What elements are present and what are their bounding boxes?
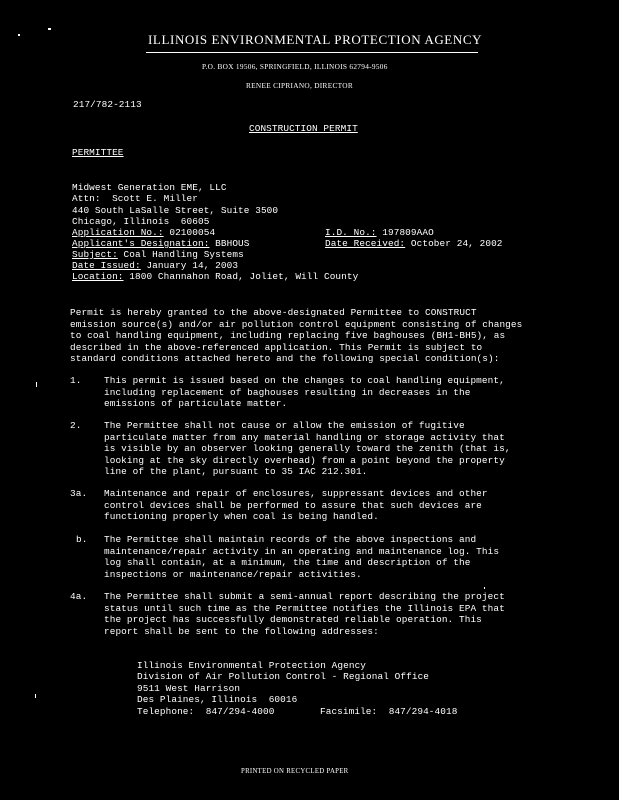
scan-speck [18, 34, 20, 36]
application-no-label: Application No.: [72, 227, 164, 238]
intro-line: Permit is hereby granted to the above-designated Permittee to CONSTRUCT [70, 307, 477, 318]
id-no-value: 197809AAO [382, 227, 434, 238]
permittee-line: Midwest Generation EME, LLC [72, 181, 227, 193]
condition-number: 1. [70, 375, 82, 386]
condition-text [104, 375, 554, 410]
designation-value: BBHOUS [215, 238, 250, 249]
condition-line: is visible by an observer looking generally toward the zenith (that is, [104, 443, 511, 454]
condition-line: line of the plant, pursuant to 35 IAC 212.301. [104, 466, 368, 477]
condition-line: maintenance/repair activity in an operating and maintenance log. This [104, 545, 500, 557]
condition-line: status until such time as the Permittee notifies the Illinois EPA that [104, 602, 505, 614]
subject-value: Coal Handling Systems [123, 249, 244, 260]
date-received-row [325, 238, 503, 250]
date-issued-label: Date Issued: [72, 260, 141, 271]
condition-line: log shall contain, at a minimum, the time and description of the [104, 557, 471, 568]
condition-line: functioning properly when coal is being handled. [104, 511, 379, 522]
office-line: Illinois Environmental Protection Agency [137, 659, 367, 671]
telephone-label: Telephone: [137, 706, 195, 717]
office-line: 9511 West Harrison [137, 682, 241, 694]
permittee-line: Chicago, Illinois 60605 [72, 216, 210, 227]
letterhead-rule [146, 52, 478, 53]
permittee-heading: PERMITTEE [72, 147, 124, 158]
phone-number: 217/782-2113 [73, 99, 142, 110]
condition-line: report shall be sent to the following addresses: [104, 625, 379, 637]
condition-line: inspections or maintenance/repair activities. [104, 568, 362, 580]
id-no-row [325, 227, 434, 239]
id-no-label: I.D. No.: [325, 227, 377, 238]
intro-paragraph [70, 307, 590, 365]
condition-line: The Permittee shall submit a semi-annual report describing the project [104, 591, 505, 602]
condition-line: This permit is issued based on the changes to coal handling equipment, [104, 375, 505, 386]
condition-line: The Permittee shall not cause or allow the emission of fugitive [104, 420, 465, 431]
condition-number: 4a. [70, 591, 88, 602]
office-line: Division of Air Pollution Control - Regional Office [137, 671, 430, 682]
application-no-row [72, 227, 215, 239]
telephone-value: 847/294-4000 [205, 706, 275, 717]
intro-line: described in the above-referenced application. This Permit is subject to [70, 341, 483, 353]
scan-speck [48, 28, 51, 30]
application-no-value: 02100054 [169, 227, 216, 238]
condition-number: 2. [70, 420, 82, 431]
permittee-line: Attn: Scott E. Miller [72, 193, 198, 204]
condition-line: looking at the sky directly overhead) from a point beyond the property [104, 454, 505, 466]
condition-text [104, 488, 554, 523]
scan-speck [484, 587, 485, 589]
location-value: 1800 Channahon Road, Joliet, Will County [129, 271, 359, 282]
facsimile-value: 847/294-4018 [388, 706, 458, 717]
condition-text [104, 420, 554, 478]
condition-line: the project has successfully demonstrated reliable operation. This [104, 614, 482, 625]
facsimile-row [320, 706, 457, 718]
location-label: Location: [72, 271, 124, 282]
scan-speck [36, 382, 37, 387]
condition-line: control devices shall be performed to assure that such devices are [104, 499, 482, 511]
document-title: CONSTRUCTION PERMIT [249, 123, 358, 134]
condition-line: The Permittee shall maintain records of the above inspections and [104, 534, 477, 545]
intro-line: standard conditions attached hereto and the following special condition(s): [70, 353, 500, 364]
permittee-line: 440 South LaSalle Street, Suite 3500 [72, 204, 279, 216]
intro-line: emission source(s) and/or air pollution control equipment consisting of changes [70, 318, 523, 330]
intro-line: to coal handling equipment, including replacing five baghouses (BH1-BH5), as [70, 330, 506, 341]
date-received-label: Date Received: [325, 238, 406, 249]
designation-row [72, 238, 250, 250]
scan-speck [35, 694, 36, 698]
condition-number: b. [76, 534, 88, 545]
condition-line: emissions of particulate matter. [104, 398, 288, 409]
location-row [72, 271, 358, 283]
designation-label: Applicant's Designation: [72, 238, 210, 249]
condition-line: including replacement of baghouses resulting in decreases in the [104, 386, 471, 398]
condition-text [104, 534, 554, 580]
telephone-row [137, 706, 274, 718]
condition-number: 3a. [70, 488, 88, 499]
subject-label: Subject: [72, 249, 118, 260]
subject-row [72, 249, 244, 261]
facsimile-label: Facsimile: [320, 706, 378, 717]
date-issued-value: January 14, 2003 [146, 260, 239, 271]
recycled-paper-footer: PRINTED ON RECYCLED PAPER [241, 768, 349, 775]
agency-address: P.O. BOX 19506, SPRINGFIELD, ILLINOIS 62794-9506 [202, 62, 388, 71]
condition-text [104, 591, 554, 637]
date-received-value: October 24, 2002 [410, 238, 503, 249]
condition-line: Maintenance and repair of enclosures, suppressant devices and other [104, 488, 488, 499]
date-issued-row [72, 260, 238, 272]
agency-name: ILLINOIS ENVIRONMENTAL PROTECTION AGENCY [148, 32, 483, 47]
agency-director: RENEE CIPRIANO, DIRECTOR [246, 81, 353, 90]
condition-line: particulate matter from any material handling or storage activity that [104, 431, 505, 443]
office-line: Des Plaines, Illinois 60016 [137, 694, 298, 705]
